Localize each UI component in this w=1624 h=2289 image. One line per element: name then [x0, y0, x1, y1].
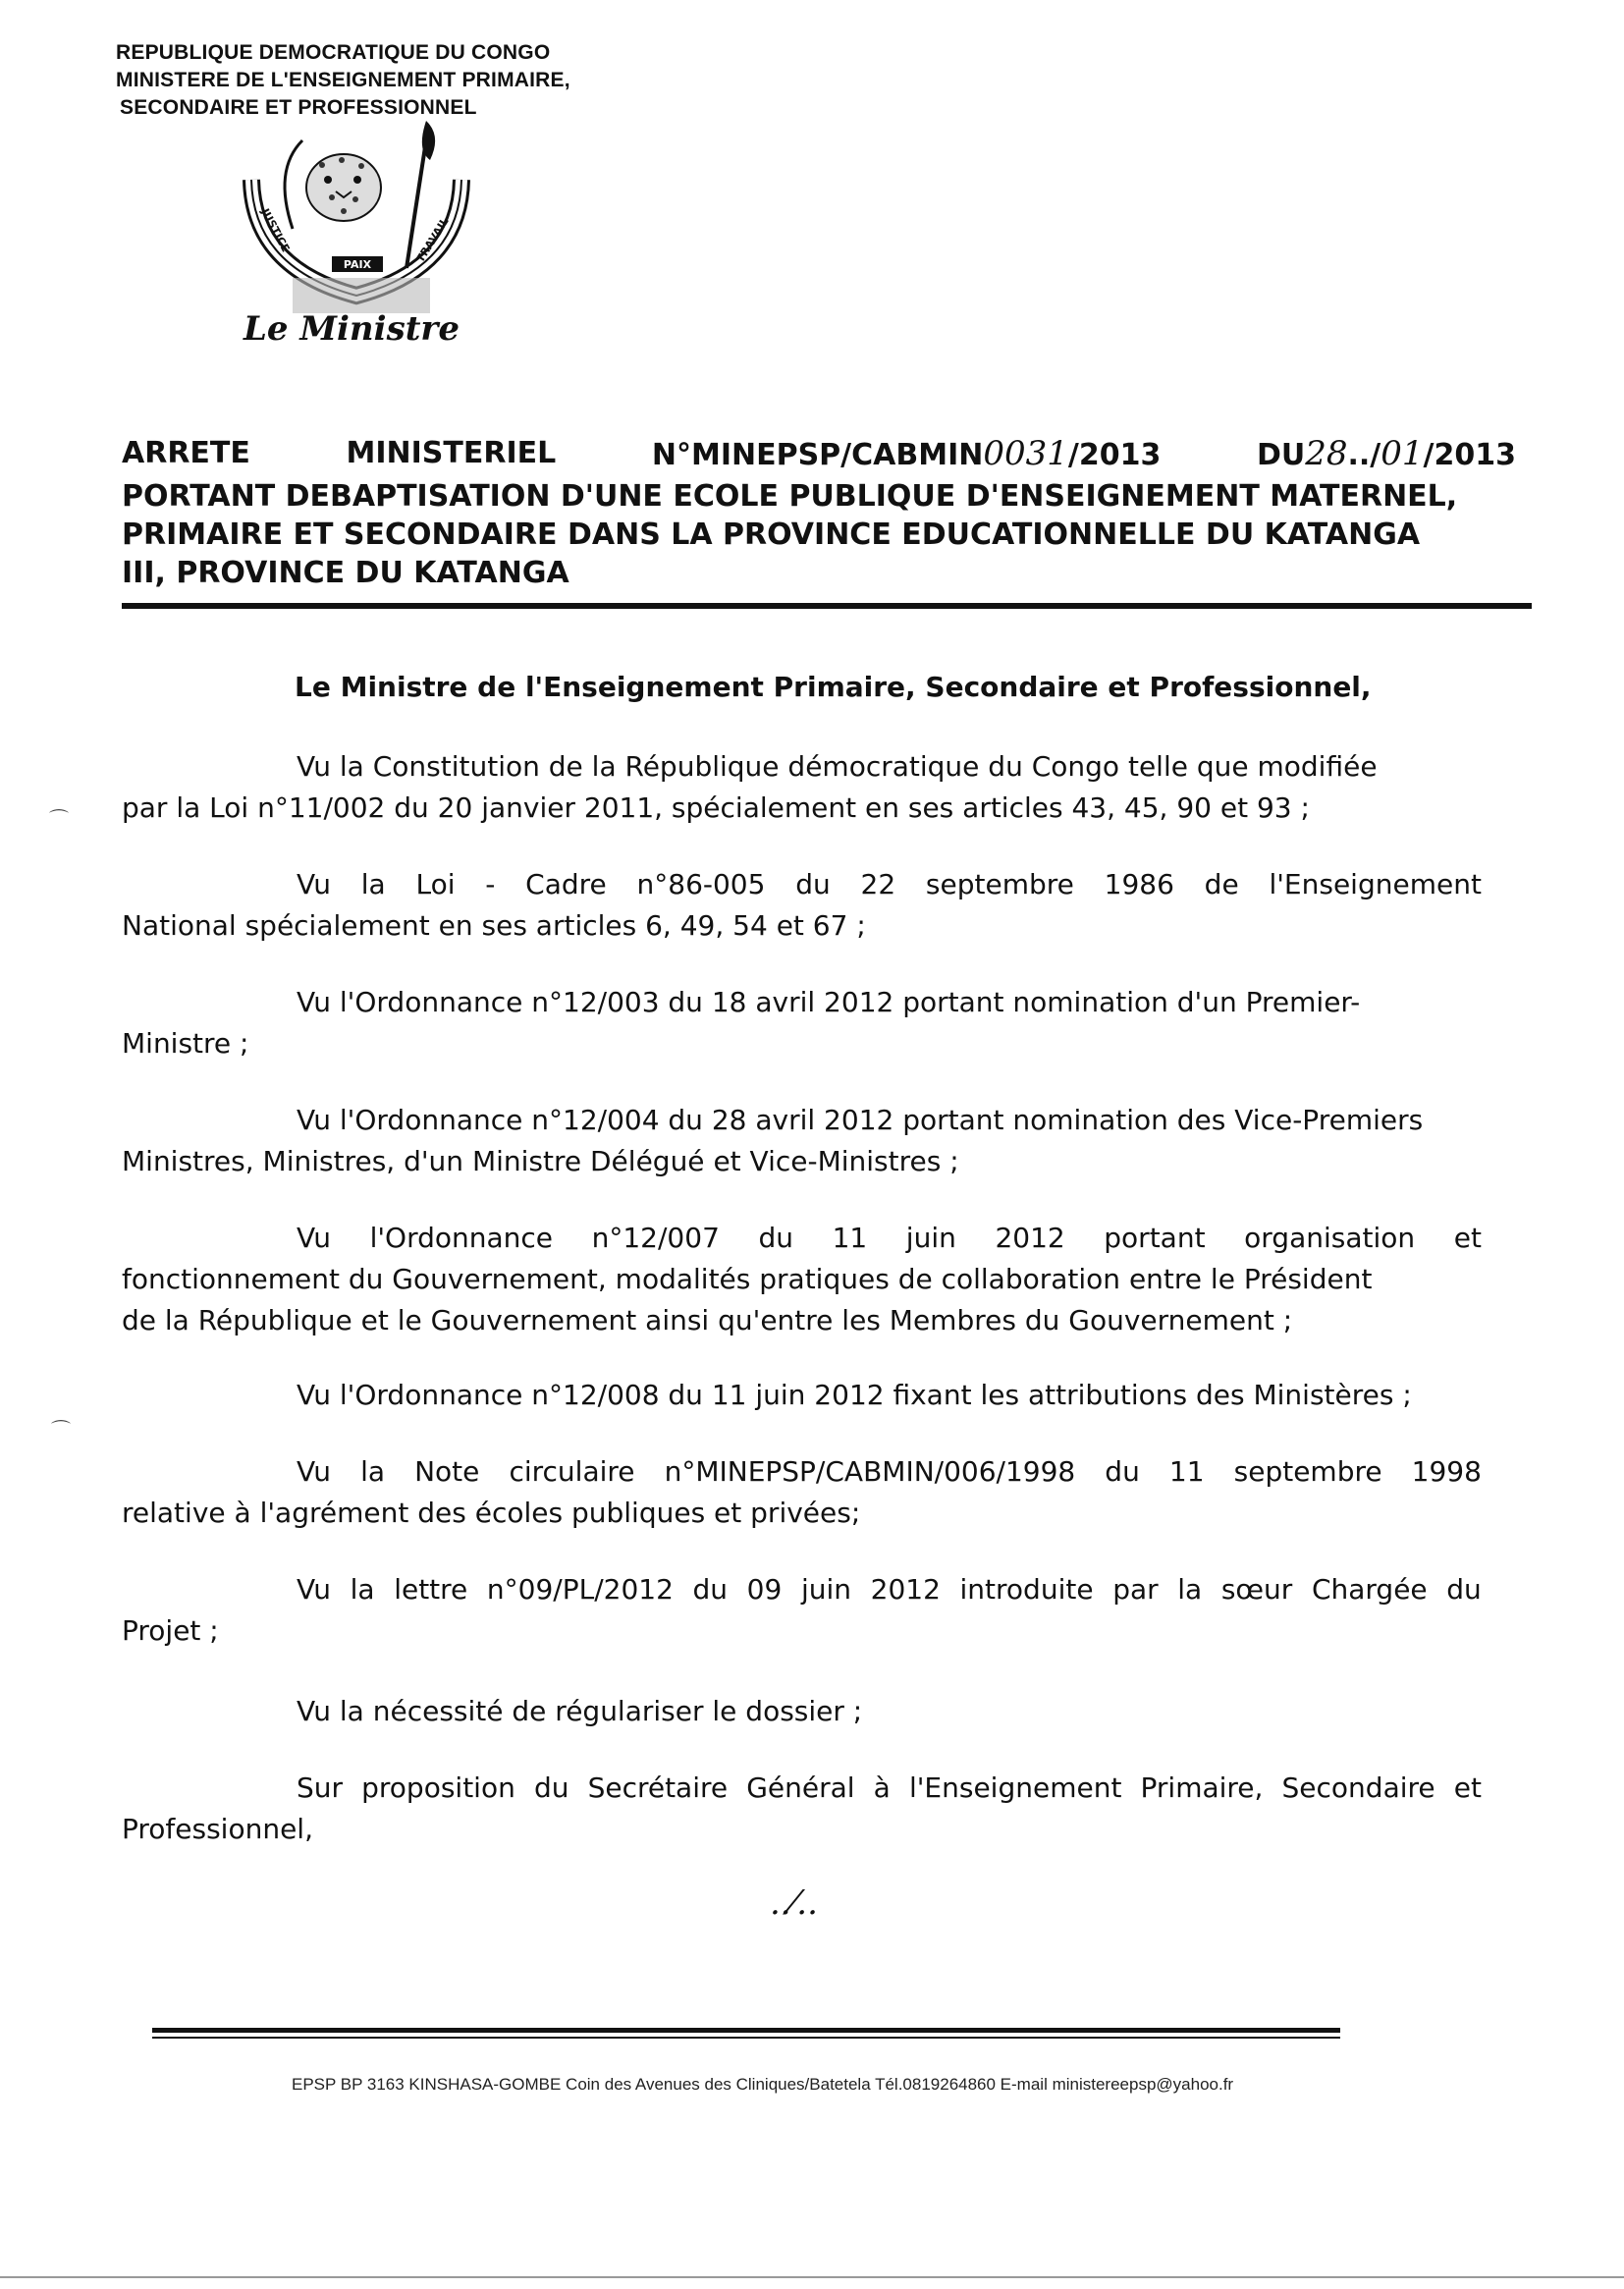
paragraph-loi-cadre: [122, 864, 1482, 947]
signature-label: Le Ministre: [244, 309, 460, 349]
handwritten-day: 28: [1305, 434, 1348, 473]
header-ministry-cont: SECONDAIRE ET PROFESSIONNEL: [120, 96, 477, 119]
title-line-3: PRIMAIRE ET SECONDAIRE DANS LA PROVINCE EDUCATIONNELLE DU KATANGA: [122, 518, 1421, 552]
title-line-1: [122, 432, 1516, 477]
minister-heading: Le Ministre de l'Enseignement Primaire, Secondaire et Professionnel,: [295, 671, 1372, 703]
coat-of-arms-emblem: [234, 121, 479, 322]
header-ministry: MINISTERE DE L'ENSEIGNEMENT PRIMAIRE,: [116, 69, 570, 91]
p4-line-2: Ministres, Ministres, d'un Ministre Délégué et Vice-Ministres ;: [122, 1145, 959, 1177]
p5-line-3: de la République et le Gouvernement ainsi qu'entre les Membres du Gouvernement ;: [122, 1304, 1293, 1336]
paragraph-ordonnance-007: [122, 1218, 1482, 1341]
p6-line-1: Vu l'Ordonnance n°12/008 du 11 juin 2012 fixant les attributions des Ministères ;: [297, 1379, 1412, 1411]
p2-line-2: National spécialement en ses articles 6, 49, 54 et 67 ;: [122, 909, 866, 942]
p8-line-2: Projet ;: [122, 1614, 219, 1647]
p8-line-1: Vu la lettre n°09/PL/2012 du 09 juin 2012 introduite par la sœur Chargée du: [297, 1573, 1482, 1606]
header-republic: REPUBLIQUE DEMOCRATIQUE DU CONGO: [116, 41, 551, 64]
footer-rule-thin: [152, 2037, 1340, 2039]
paragraph-ordonnance-008: [122, 1375, 1482, 1416]
title-reference: N°MINEPSP/CABMIN0031/2013: [651, 434, 1162, 473]
p2-line-1: Vu la Loi - Cadre n°86-005 du 22 septembre 1986 de l'Enseignement: [297, 868, 1482, 900]
title-line-2: PORTANT DEBAPTISATION D'UNE ECOLE PUBLIQUE D'ENSEIGNEMENT MATERNEL,: [122, 479, 1458, 514]
title-date: DU28../01/2013: [1256, 434, 1516, 473]
p9-line-1: Vu la nécessité de régulariser le dossier ;: [297, 1695, 863, 1727]
p10-line-1: Sur proposition du Secrétaire Général à l'Enseignement Primaire, Secondaire et: [297, 1771, 1482, 1804]
p3-line-2: Ministre ;: [122, 1027, 249, 1060]
paragraph-necessite: [122, 1691, 1482, 1732]
handwritten-ref-number: 0031: [983, 434, 1068, 473]
p10-line-2: Professionnel,: [122, 1813, 313, 1845]
title-word-ministeriel: MINISTERIEL: [346, 436, 557, 470]
title-divider: [122, 603, 1532, 609]
footer-rule: [152, 2028, 1340, 2033]
margin-mark: ⌒: [49, 807, 69, 831]
handwritten-month: 01: [1380, 434, 1424, 473]
margin-mark-2: ⌒: [51, 1418, 71, 1442]
p1-line-2: par la Loi n°11/002 du 20 janvier 2011, spécialement en ses articles 43, 45, 90 et 93 ;: [122, 791, 1310, 824]
title-line-4: III, PROVINCE DU KATANGA: [122, 556, 569, 590]
paragraph-note-circulaire: [122, 1451, 1482, 1534]
p3-line-1: Vu l'Ordonnance n°12/003 du 18 avril 2012 portant nomination d'un Premier-: [297, 986, 1361, 1018]
title-word-arrete: ARRETE: [122, 436, 250, 470]
paragraph-lettre: [122, 1569, 1482, 1652]
page-continuation-mark: ..⁄..: [770, 1883, 818, 1923]
scan-edge: [0, 2276, 1624, 2278]
motto-left: JUSTICE: [258, 206, 293, 254]
paragraph-ordonnance-004: [122, 1100, 1482, 1182]
p1-line-1: Vu la Constitution de la République démocratique du Congo telle que modifiée: [297, 750, 1378, 783]
paragraph-ordonnance-003: [122, 982, 1482, 1064]
p5-line-1: Vu l'Ordonnance n°12/007 du 11 juin 2012 portant organisation et: [297, 1222, 1482, 1254]
motto-right: TRAVAIL: [413, 215, 452, 265]
p7-line-2: relative à l'agrément des écoles publiques et privées;: [122, 1497, 861, 1529]
p5-line-2: fonctionnement du Gouvernement, modalités pratiques de collaboration entre le Président: [122, 1263, 1373, 1295]
paragraph-constitution: [122, 746, 1482, 829]
footer-address: EPSP BP 3163 KINSHASA-GOMBE Coin des Avenues des Cliniques/Batetela Tél.0819264860 E-mail ministereepsp@yahoo.fr: [292, 2075, 1234, 2094]
paragraph-proposition: [122, 1768, 1482, 1850]
p7-line-1: Vu la Note circulaire n°MINEPSP/CABMIN/006/1998 du 11 septembre 1998: [297, 1455, 1482, 1488]
motto-center: PAIX: [343, 258, 372, 271]
p4-line-1: Vu l'Ordonnance n°12/004 du 28 avril 2012 portant nomination des Vice-Premiers: [297, 1104, 1424, 1136]
